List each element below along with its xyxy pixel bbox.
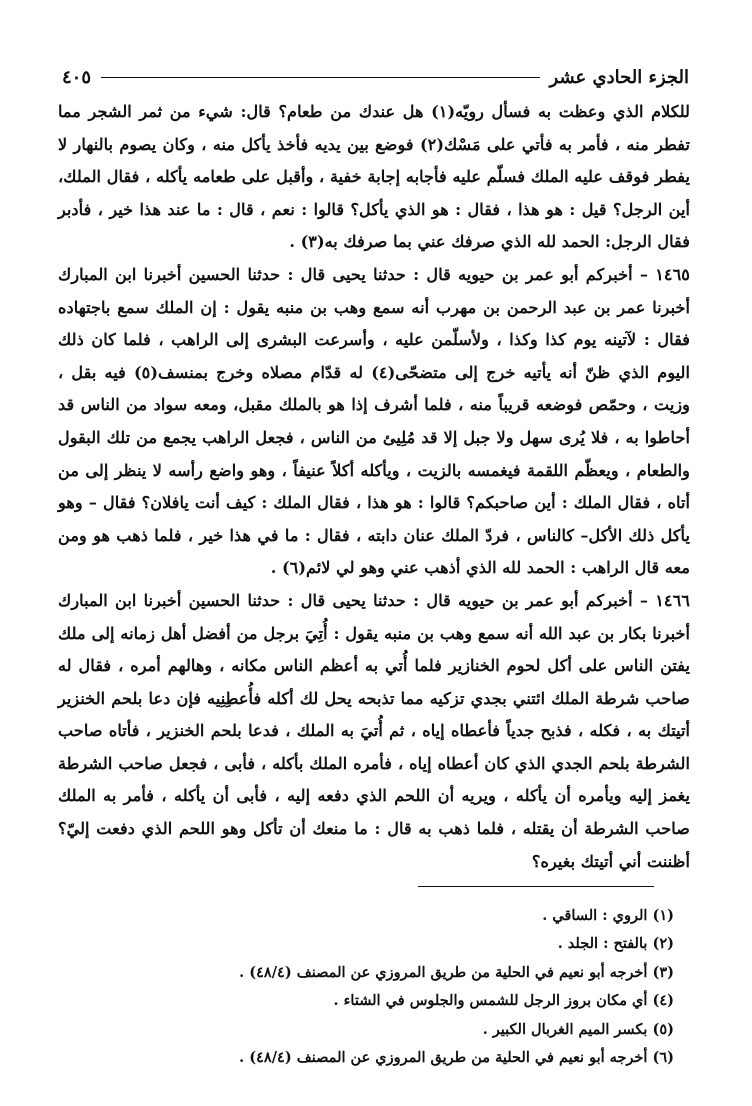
paragraph-1: للكلام الذي وعظت به فسأل رويّه(١) هل عندك من طعام؟ قال: شيء من ثمر الشجر مما تفطر منه ، فأمر به فأتي على مَسْك(٢) فوضع بين يديه فأخذ يأكل منه ، وكان يصوم بالنهار لا يفطر فوقف عليه الملك فسلّم عليه فأجابه إجابة خفية ، وأقبل على طعامه يأكله ، فقال الملك، أين الرجل؟ قيل : هو هذا ، فقال : هو الذي يأكل؟ قالوا : نعم ، قال : ما عند هذا خير ، فأدبر فقال الرجل: الحمد لله الذي صرفك عني بما صرفك به(٣) . xyxy=(58,102,691,252)
footnote-5: (٥) بكسر الميم الغربال الكبير . xyxy=(482,1020,674,1038)
paragraph-1466: ١٤٦٦ – أخبركم أبو عمر بن حيويه قال : حدثنا يحيى قال : حدثنا الحسين أخبرنا ابن المبارك أخبرنا بكار بن عبد الله أنه سمع وهب بن منبه يقول : أُتِيَ برجل من أفضل أهل زمانه إلى ملك يفتن الناس على أكل لحوم الخنازير فلما أُتي به أعظم الناس مكانه ، وهالهم أمره ، فقال له صاحب شرطة الملك ائتني بجدي تزكيه مما تذبحه يحل لك أكله فأُعطِنِيه فإن دعا بلحم الخنزير أتيتك به ، فكله ، فذبح جدياً فأعطاه إياه ، ثم أُتيَ به الملك ، فدعا بلحم الخنزير ، فأتاه صاحب الشرطة بلحم الجدي الذي كان أعطاه إياه ، فأمره الملك بأكله ، فأبى ، فجعل صاحب الشرطة يغمز إليه ويأمره أن يأكله ، ويريه أن اللحم الذي دفعه إليه ، فأبى أن يأكله ، فأمر به الملك صاحب الشرطة أن يقتله ، فلما ذهب به قال : ما منعك أن تأكل وهو اللحم الذي دفعت إليّ؟ أظننت أني أتيتك بغيره؟ xyxy=(58,590,690,871)
footnote-2: (٢) بالفتح : الجلد . xyxy=(557,935,674,953)
running-header xyxy=(62,62,689,92)
footnote-separator xyxy=(418,886,654,887)
page-number: ٤٠٥ xyxy=(62,66,92,88)
footnote-6: (٦) أخرجه أبو نعيم في الحلية من طريق المروزي عن المصنف (٤٨/٤) . xyxy=(239,1049,674,1067)
header-rule xyxy=(101,77,540,78)
footnote-3: (٣) أخرجه أبو نعيم في الحلية من طريق المروزي عن المصنف (٤٨/٤) . xyxy=(239,963,674,981)
paragraph-1465: ١٤٦٥ – أخبركم أبو عمر بن حيويه قال : حدثنا يحيى قال : حدثنا الحسين أخبرنا ابن المبارك أخبرنا عمر بن عبد الرحمن بن مهرب أنه سمع وهب بن منبه يقول : إن الملك سمع باجتهاده فقال : لآتينه يوم كذا وكذا ، ولأسلّمن عليه ، وأسرعت البشرى إلى الراهب ، فلما كان ذلك اليوم الذي ظنّ أنه يأتيه خرج إلى متضحّى(٤) له قدّام مصلاه وخرج بمنسف(٥) فيه بقل ، وزيت ، وحمّص فوضعه قريباً منه ، فلما أشرف إذا هو بالملك مقبل، ومعه سواد من الناس قد أحاطوا به ، فلا يُرى سهل ولا جبل إلا قد مُلِيئ من الناس ، فجعل الراهب يجمع من تلك البقول والطعام ، ويعظّم اللقمة فيغمسه بالزيت ، ويأكله أكلاً عنيفاً ، وهو واضع رأسه لا ينظر إلى من أتاه ، فقال الملك : أين صاحبكم؟ قالوا : هو هذا ، فقال الملك : كيف أنت يافلان؟ فقال – وهو يأكل ذلك الأكل– كالناس ، فردّ الملك عنان دابته ، فقال : ما في هذا خير ، فلما ذهب هو ومن معه قال الراهب : الحمد لله الذي أذهب عني وهو لي لائم(٦) . xyxy=(58,264,690,578)
footnote-1: (١) الروي : الساقي . xyxy=(542,907,674,924)
footnote-4: (٤) أي مكان بروز الرجل للشمس والجلوس في الشتاء . xyxy=(333,992,674,1010)
footnotes xyxy=(70,902,674,1072)
main-text xyxy=(58,96,690,878)
header-title: الجزء الحادي عشر xyxy=(549,66,689,88)
